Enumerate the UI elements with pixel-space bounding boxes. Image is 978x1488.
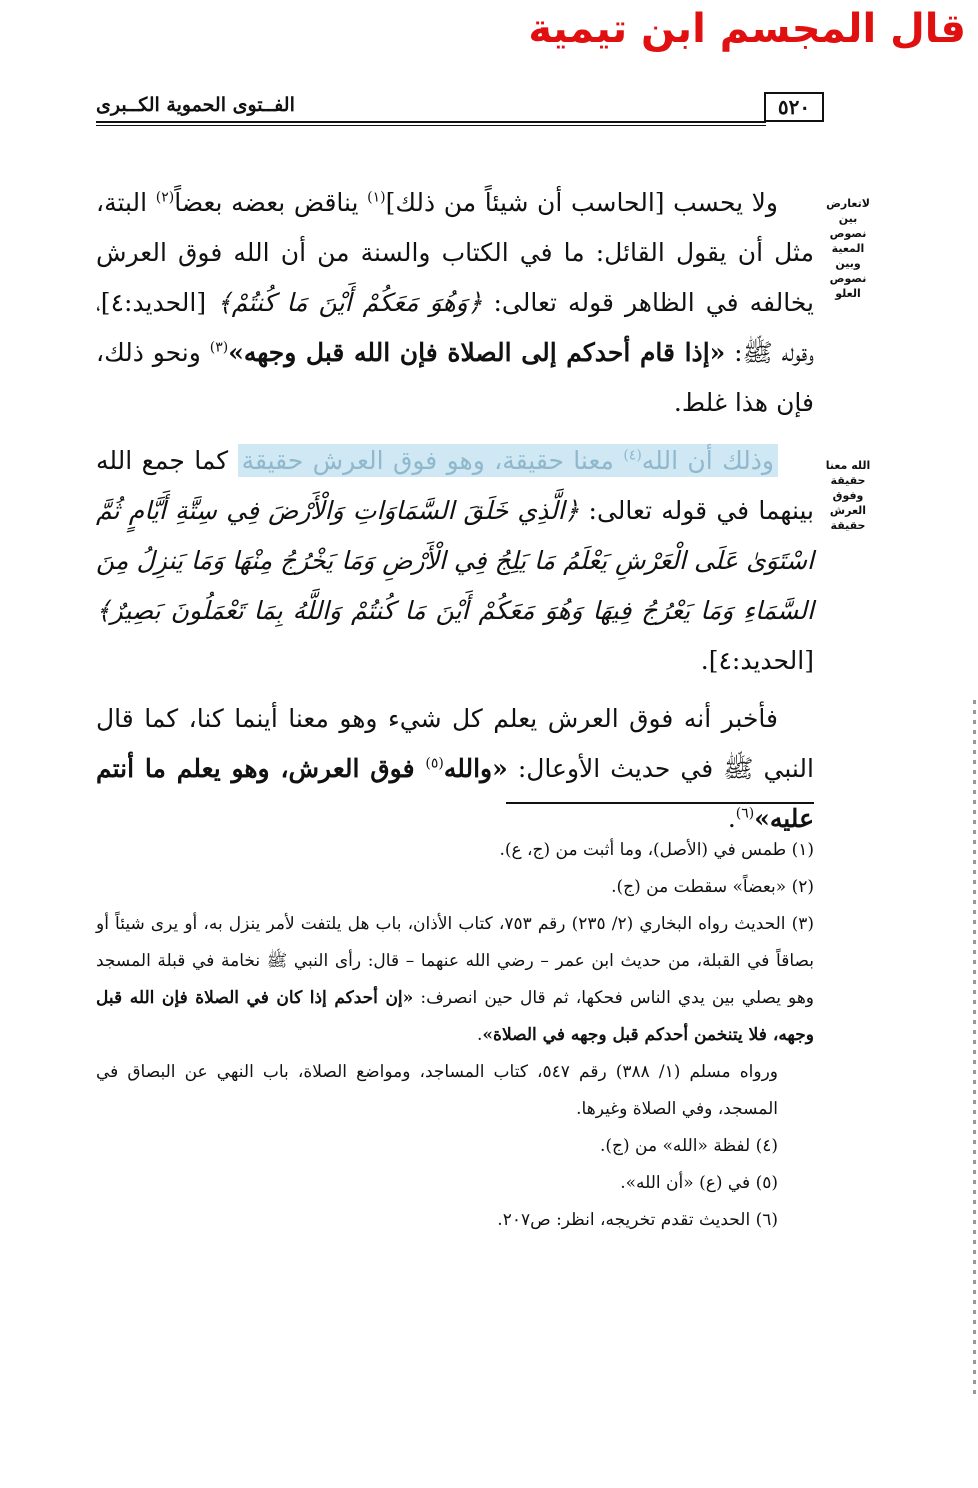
footnotes bbox=[96, 832, 814, 1239]
paragraph-1: ولا يحسب [الحاسب أن شيئاً من ذلك]$^{(١)}$ يناقض بعضه بعضاً$^{(٢)}$ البتة، مثل أن يقول القائل: ما في الكتاب والسنة من أن الله فوق العرش يخالفه في الظاهر قوله تعالى: ﴿وَهُوَ مَعَكُمْ أَيْنَ مَا كُنتُمْ﴾ [الحديد:٤]، وقوله ﷺ: «إذا قام أحدكم إلى الصلاة فإن الله قبل وجهه»$^{(٣)}$ ونحو ذلك، فإن هذا غلط. bbox=[96, 188, 814, 417]
header-rule bbox=[96, 121, 766, 123]
page-number: ٥٢٠ bbox=[764, 92, 824, 122]
margin-note-no-contradiction: لاتعارض بين نصوص المعية وبين نصوص العلو bbox=[826, 197, 870, 300]
footnote-1: (١) طمس في (الأصل)، وما أثبت من (ج، ع). bbox=[499, 840, 814, 860]
running-title: الفــتوى الحموية الكــبرى bbox=[96, 94, 295, 116]
header-rule-thin bbox=[96, 125, 766, 126]
footnote-2: (٢) «بعضاً» سقطت من (ج). bbox=[611, 877, 814, 897]
main-text bbox=[96, 178, 814, 844]
footnote-separator bbox=[506, 802, 814, 804]
scan-edge bbox=[973, 700, 976, 1400]
quran-verse-long: ﴿الَّذِي خَلَقَ السَّمَاوَاتِ وَالْأَرْضَ فِي سِتَّةِ أَيَّامٍ ثُمَّ اسْتَوَىٰ عَلَى الْعَرْشِ يَعْلَمُ مَا يَلِجُ فِي الْأَرْضِ وَمَا يَخْرُجُ مِنْهَا وَمَا يَنزِلُ مِنَ السَّمَاءِ وَمَا يَعْرُجُ فِيهَا وَهُوَ مَعَكُمْ أَيْنَ مَا كُنتُمْ وَاللَّهُ بِمَا تَعْمَلُونَ بَصِيرٌ﴾ bbox=[96, 496, 814, 625]
footnote-3-continued: ورواه مسلم (١/ ٣٨٨) رقم ٥٤٧، كتاب المساجد، ومواضع الصلاة، باب النهي عن البصاق في المسجد، وفي الصلاة وغيرها. bbox=[96, 1062, 778, 1119]
footnote-4: (٤) لفظة «الله» من (ج). bbox=[599, 1136, 778, 1156]
page-header bbox=[96, 92, 824, 122]
hadith-text: «إذا قام أحدكم إلى الصلاة فإن الله قبل وجهه» bbox=[228, 338, 726, 367]
highlighted-text: وذلك أن الله$^{(٤)}$ معنا حقيقة، وهو فوق العرش حقيقة bbox=[238, 444, 778, 477]
paragraph-2: وذلك أن الله$^{(٤)}$ معنا حقيقة، وهو فوق العرش حقيقة كما جمع الله بينهما في قوله تعالى: ﴿الَّذِي خَلَقَ السَّمَاوَاتِ وَالْأَرْضَ فِي سِتَّةِ أَيَّامٍ ثُمَّ اسْتَوَىٰ عَلَى الْعَرْشِ يَعْلَمُ مَا يَلِجُ فِي الْأَرْضِ وَمَا يَخْرُجُ مِنْهَا وَمَا يَنزِلُ مِنَ السَّمَاءِ وَمَا يَعْرُجُ فِيهَا وَهُوَ مَعَكُمْ أَيْنَ مَا كُنتُمْ وَاللَّهُ بِمَا تَعْمَلُونَ بَصِيرٌ﴾ [الحديد:٤]. bbox=[96, 446, 814, 675]
footnote-3: (٣) الحديث رواه البخاري (٢/ ٢٣٥) رقم ٧٥٣، كتاب الأذان، باب هل يلتفت لأمر ينزل به، أو يرى شيئاً أو بصاقاً في القبلة، من حديث ابن عمر – رضي الله عنهما – قال: رأى النبي ﷺ نخامة في قبلة المسجد وهو يصلي بين يدي الناس فحكها، ثم قال حين انصرف: «إن أحدكم إذا كان في الصلاة فإن الله قبل وجهه، فلا يتنخمن أحدكم قبل وجهه في الصلاة». bbox=[96, 914, 815, 1045]
paragraph-3: فأخبر أنه فوق العرش يعلم كل شيء وهو معنا أينما كنا، كما قال النبي ﷺ في حديث الأوعال: «والله$^{(٥)}$ فوق العرش، وهو يعلم ما أنتم عليه»$^{(٦)}$. bbox=[96, 704, 814, 833]
footnote-5: (٥) في (ع) «أن الله». bbox=[620, 1173, 778, 1193]
overlay-title: قال المجسم ابن تيمية bbox=[528, 6, 966, 52]
quran-verse: ﴿وَهُوَ مَعَكُمْ أَيْنَ مَا كُنتُمْ﴾ bbox=[217, 288, 483, 317]
footnote-6: (٦) الحديث تقدم تخريجه، انظر: ص٢٠٧. bbox=[497, 1210, 778, 1230]
margin-note-with-us-above-throne: الله معنا حقيقة وفوق العرش حقيقة bbox=[825, 459, 871, 532]
